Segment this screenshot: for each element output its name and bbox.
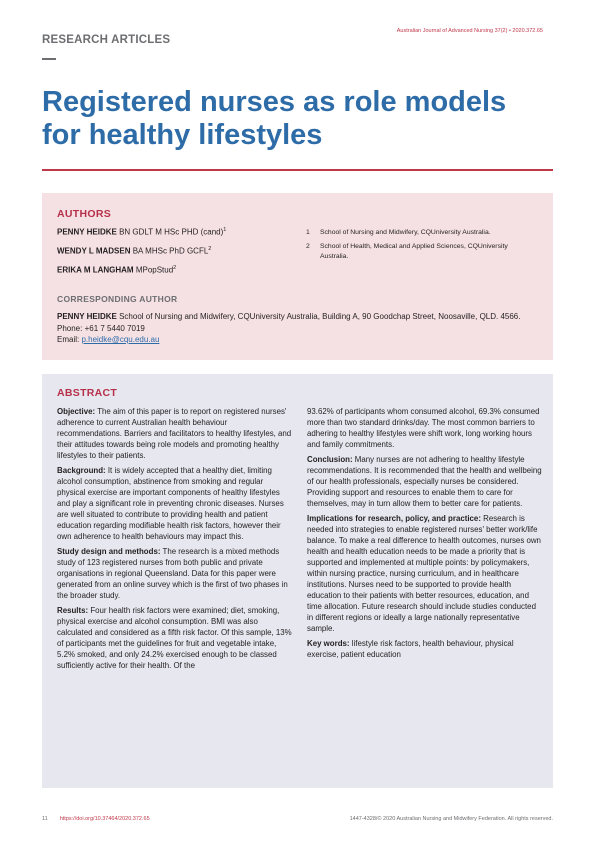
abstract-background <box>57 465 292 542</box>
journal-reference: Australian Journal of Advanced Nursing 37(2) • 2020.372.65 <box>396 28 543 34</box>
keywords-label: Key words: <box>307 639 350 648</box>
affiliation-text: School of Health, Medical and Applied Sciences, CQUniversity Australia. <box>320 243 508 260</box>
doi-link[interactable]: https://doi.org/10.37464/2020.372.65 <box>59 816 150 822</box>
section-label: RESEARCH ARTICLES <box>42 34 171 46</box>
background-label: Background: <box>57 466 106 475</box>
corresponding-author-heading: CORRESPONDING AUTHOR <box>57 294 178 304</box>
author-affiliation-mark: 2 <box>173 265 177 271</box>
article-title: Registered nurses as role models for healthy lifestyles <box>42 86 507 151</box>
authors-heading: AUTHORS <box>57 208 112 220</box>
abstract-column-right <box>307 406 542 664</box>
author-affiliation-mark: 2 <box>208 246 212 252</box>
page-number: 11 <box>42 816 48 822</box>
abstract-heading: ABSTRACT <box>57 387 118 399</box>
objective-label: Objective: <box>57 407 96 416</box>
abstract-column-left <box>57 406 292 675</box>
design-text: The research is a mixed methods study of 123 registered nurses from both public and private organisations in regional Queensland. Data for this paper were generated from an online survey which is the first of two phases in the broader study. <box>57 547 288 600</box>
email-label: Email: <box>57 335 82 344</box>
keywords-text: lifestyle risk factors, health behaviour, physical exercise, patient education <box>307 639 514 659</box>
results-continued-text: 93.62% of participants whom consumed alcohol, 69.3% consumed more than two standard drinks/day. The most common barriers to adhering to healthy lifestyles were shift work, long working hours and family commitments. <box>307 407 540 449</box>
implications-label: Implications for research, policy, and practice: <box>307 514 481 523</box>
footer-copyright: 1447-4328/© 2020 Australian Nursing and Midwifery Federation. All rights reserved. <box>349 816 553 822</box>
abstract-results <box>57 605 292 671</box>
abstract-conclusion <box>307 454 542 509</box>
affiliation-number: 2 <box>306 243 310 250</box>
results-label: Results: <box>57 606 89 615</box>
author-line <box>57 227 226 237</box>
footer-left <box>42 816 150 822</box>
results-text: Four health risk factors were examined; diet, smoking, physical exercise and alcohol consumption. BMI was also calculated and considered as a fifth risk factor. Of this sample, 13% of participants met the guidelines for fruit and vegetable intake, 5.2% smoked, and only 24.2% exercised enough to be classed sufficiently active for their health. Of the <box>57 606 292 670</box>
conclusion-text: Many nurses are not adhering to healthy lifestyle recommendations. It is recommended that the health and wellbeing of our health professionals, especially nurses be considered. Providing support and resources to enable them to care for themselves, may in turn allow them to better care for patients. <box>307 455 542 508</box>
corresponding-author-email <box>57 335 159 344</box>
background-text: It is widely accepted that a healthy diet, limiting alcohol consumption, abstinence from smoking and regular physical exercise are important components of healthy lifestyles and play a significant role in preventing chronic diseases. Nurses are well situated to contribute to providing health and patient education regarding modifiable health risk factors, however their own adherence to health behaviours may impact this. <box>57 466 284 541</box>
corresponding-author-details <box>57 311 537 335</box>
author-credentials: BA MHSc PhD GCFL <box>130 246 209 256</box>
author-name: ERIKA M LANGHAM <box>57 265 134 275</box>
author-credentials: MPopStud <box>133 265 174 275</box>
authors-box <box>42 193 553 360</box>
affiliation-number: 1 <box>306 229 310 236</box>
corresponding-author-address: School of Nursing and Midwifery, CQUniversity Australia, Building A, 90 Goodchap Street, Noosaville, QLD. 4566. Phone: +61 7 5440 7019 <box>57 312 521 333</box>
title-rule <box>42 169 553 171</box>
abstract-design <box>57 546 292 601</box>
affiliation-text: School of Nursing and Midwifery, CQUniversity Australia. <box>320 229 491 236</box>
author-credentials: BN GDLT M HSc PHD (cand) <box>116 227 224 237</box>
abstract-results-continued <box>307 406 542 450</box>
email-link[interactable]: p.heidke@cqu.edu.au <box>81 335 160 344</box>
author-name: WENDY L MADSEN <box>57 246 131 256</box>
conclusion-label: Conclusion: <box>307 455 353 464</box>
author-affiliation-mark: 1 <box>223 227 227 233</box>
abstract-objective <box>57 406 292 461</box>
abstract-keywords <box>307 638 542 660</box>
author-line <box>57 246 211 256</box>
abstract-implications <box>307 513 542 634</box>
design-label: Study design and methods: <box>57 547 161 556</box>
implications-text: Research is needed into strategies to enable registered nurses' better work/life balance. To make a real difference to health outcomes, nurses own health and health education needs to be made a priority that is supported and implemented at multiple points: by policymakers, within nursing practice, nursing curriculum, and in healthcare institutions. Nurses need to be supported to provide health education to their patients with better resources, education, and time allocation. Future research should include studies conducted in different regions or ideally a large nationally representative sample. <box>307 514 541 633</box>
author-name: PENNY HEIDKE <box>57 227 117 237</box>
author-line <box>57 265 176 275</box>
section-divider <box>42 58 56 60</box>
objective-text: The aim of this paper is to report on registered nurses' adherence to current Australian health behaviour recommendations. Barriers and facilitators to healthy lifestyles, and their attitudes towards being role models and promoting healthy lifestyles to their patients. <box>57 407 292 460</box>
corresponding-author-name: PENNY HEIDKE <box>57 312 117 321</box>
